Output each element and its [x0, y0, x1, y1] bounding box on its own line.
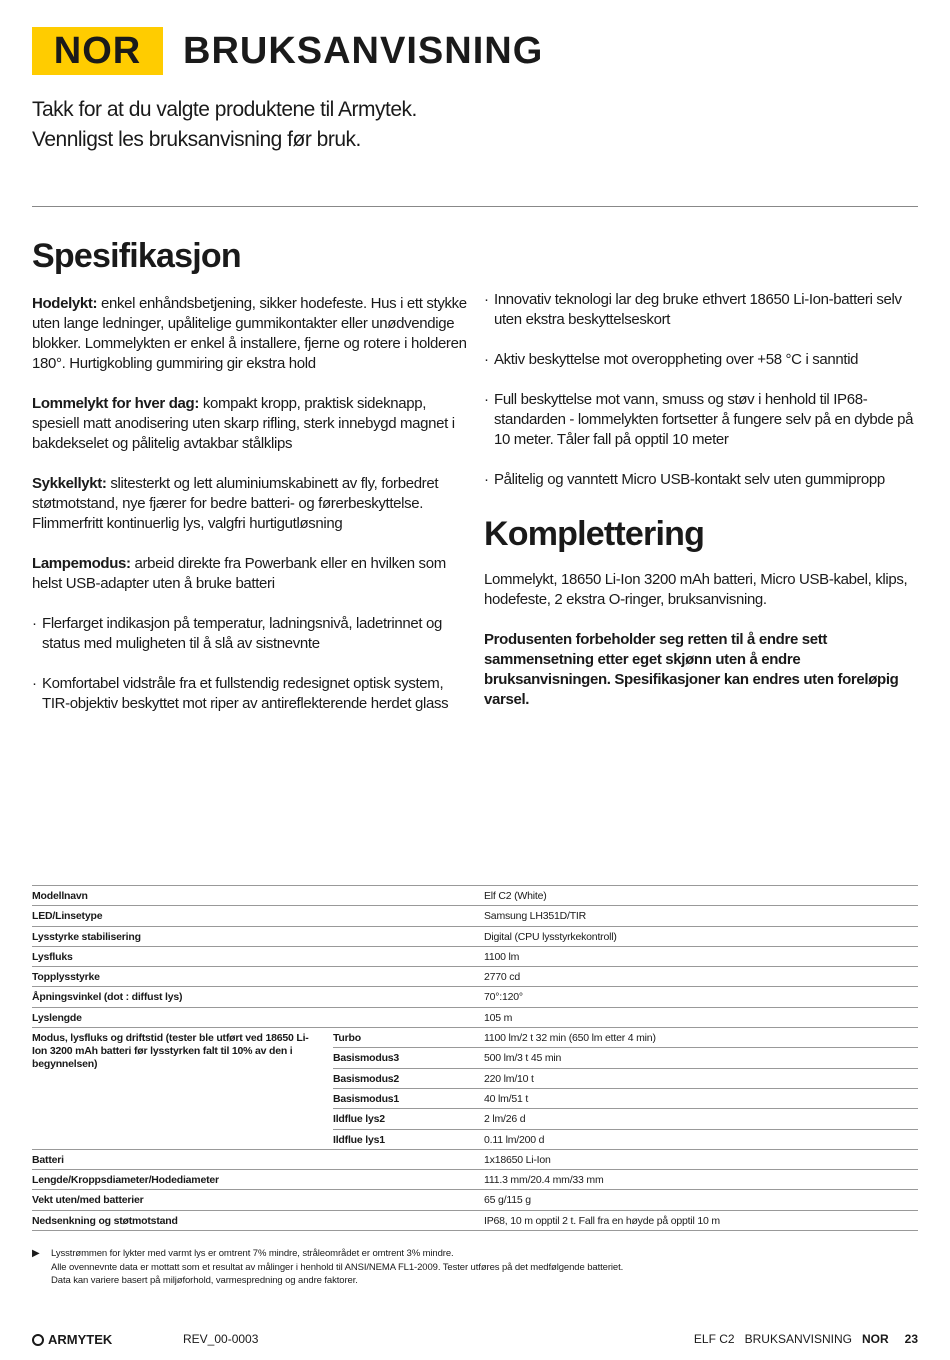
- footer-right: [694, 1332, 918, 1346]
- row-label: Lengde/Kroppsdiameter/Hodediameter: [32, 1170, 484, 1190]
- mode-value: 40 lm/51 t: [484, 1088, 918, 1108]
- table-row: [32, 1190, 918, 1210]
- mode-name: Basismodus3: [333, 1048, 484, 1068]
- row-value: 1x18650 Li-Ion: [484, 1149, 918, 1169]
- bullet-item: · Aktiv beskyttelse mot overoppheting over +58 °C i sanntid: [484, 350, 920, 370]
- mode-name: Turbo: [333, 1028, 484, 1048]
- spec-paragraph: [32, 394, 468, 454]
- table-row: [32, 926, 918, 946]
- spec-paragraph: [32, 474, 468, 534]
- row-value: 70°:120°: [484, 987, 918, 1007]
- bullet-item: · Flerfarget indikasjon på temperatur, ladningsnivå, ladetrinnet og status med muligheten til å slå av sistnevnte: [32, 614, 468, 654]
- logo-text: ARMYTEK: [48, 1332, 113, 1347]
- revision: REV_00-0003: [183, 1332, 259, 1346]
- table-row: [32, 987, 918, 1007]
- row-value: IP68, 10 m opptil 2 t. Fall fra en høyde på opptil 10 m: [484, 1210, 918, 1230]
- divider: [32, 206, 918, 207]
- bullet-item: · Komfortabel vidstråle fra et fullstendig redesignet optisk system, TIR-objektiv beskyttet mot riper av antireflekterende herdet glass: [32, 674, 468, 714]
- row-value: 105 m: [484, 1007, 918, 1027]
- mode-value: 1100 lm/2 t 32 min (650 lm etter 4 min): [484, 1028, 918, 1048]
- row-label: Batteri: [32, 1149, 484, 1169]
- modes-label: Modus, lysfluks og driftstid (tester ble utført ved 18650 Li-Ion 3200 mAh batteri før lysstyrken falt til 10% av den i begynnelsen): [32, 1028, 333, 1150]
- row-value: Elf C2 (White): [484, 886, 918, 906]
- row-label: Lyslengde: [32, 1007, 484, 1027]
- mode-value: 2 lm/26 d: [484, 1109, 918, 1129]
- row-label: Lysfluks: [32, 946, 484, 966]
- para-text: kompakt kropp, praktisk sideknapp, spesiell matt anodisering uten skarp rifling, sterk innebygd magnet i bakdekselet og pålitelig avtakbar stålklips: [32, 395, 455, 452]
- table-row: [32, 906, 918, 926]
- document-title: BRUKSANVISNING: [183, 30, 544, 72]
- spec-paragraph: [32, 294, 468, 374]
- table-row-mode: [32, 1028, 918, 1048]
- kit-notice: Produsenten forbeholder seg retten til å endre sett sammensetning etter eget skjønn uten å endre bruksanvisningen. Spesifikasjoner kan endres uten foreløpig varsel.: [484, 631, 899, 708]
- row-value: 2770 cd: [484, 967, 918, 987]
- table-row: [32, 1007, 918, 1027]
- mode-name: Ildflue lys2: [333, 1109, 484, 1129]
- footer-doc: BRUKSANVISNING: [744, 1332, 852, 1346]
- mode-name: Basismodus1: [333, 1088, 484, 1108]
- row-label: Lysstyrke stabilisering: [32, 926, 484, 946]
- spec-heading: Spesifikasjon: [32, 237, 241, 275]
- bullet-item: · Innovativ teknologi lar deg bruke ethvert 18650 Li-Ion-batteri selv uten ekstra beskyttelseskort: [484, 290, 920, 330]
- para-text: slitesterkt og lett aluminiumskabinett av fly, forbedret støtmotstand, nye fjærer for bedre batteri- og førerbeskyttelse. Flimmerfritt kontinuerlig lys, valgfri hurtigutløsning: [32, 475, 439, 532]
- table-row: [32, 1210, 918, 1230]
- row-label: Vekt uten/med batterier: [32, 1190, 484, 1210]
- table-row: [32, 1149, 918, 1169]
- para-text: enkel enhåndsbetjening, sikker hodefeste. Hus i ett stykke uten lange ledninger, upålitelige gummikontakter eller unødvendige blokker. Lommelykten er enkel å installere, fjerne og rotere i holderen 180°. Hurtigkobling gummiring gir ekstra hold: [32, 295, 467, 372]
- footnote: Alle ovennevnte data er mottatt som et resultat av målinger i henhold til ANSI/NEMA FL1-2009. Tester utføres på det medfølgende batteriet.: [51, 1261, 624, 1273]
- mode-value: 220 lm/10 t: [484, 1068, 918, 1088]
- spec-column-left: [32, 236, 468, 734]
- page-number: 23: [904, 1332, 918, 1346]
- row-label: Åpningsvinkel (dot : diffust lys): [32, 987, 484, 1007]
- footer-lang: NOR: [861, 1332, 889, 1346]
- spec-paragraph: [32, 554, 468, 594]
- intro-line: Vennligst les bruksanvisning før bruk.: [32, 128, 361, 151]
- kit-text: Lommelykt, 18650 Li-Ion 3200 mAh batteri, Micro USB-kabel, klips, hodefeste, 2 ekstra O-ringer, bruksanvisning.: [484, 571, 908, 608]
- table-row: [32, 967, 918, 987]
- row-label: Nedsenkning og støtmotstand: [32, 1210, 484, 1230]
- kit-heading: Komplettering: [484, 515, 705, 553]
- spec-column-right: [484, 290, 920, 730]
- intro-line: Takk for at du valgte produktene til Armytek.: [32, 98, 417, 121]
- para-lead: Lommelykt for hver dag:: [32, 395, 199, 412]
- page-footer: [32, 1332, 918, 1348]
- para-lead: Sykkellykt:: [32, 475, 107, 492]
- mode-value: 500 lm/3 t 45 min: [484, 1048, 918, 1068]
- row-value: Samsung LH351D/TIR: [484, 906, 918, 926]
- intro-text: [32, 95, 417, 155]
- para-lead: Lampemodus:: [32, 555, 131, 572]
- table-row: [32, 946, 918, 966]
- footer-model: ELF C2: [693, 1332, 735, 1346]
- table-row: [32, 886, 918, 906]
- spec-table: [32, 885, 918, 1231]
- triangle-icon: ▶: [32, 1248, 40, 1259]
- mode-name: Basismodus2: [333, 1068, 484, 1088]
- row-value: 1100 lm: [484, 946, 918, 966]
- row-label: Modellnavn: [32, 886, 484, 906]
- footnote: Data kan variere basert på miljøforhold, varmespredning og andre faktorer.: [51, 1275, 358, 1286]
- row-value: 65 g/115 g: [484, 1190, 918, 1210]
- bullet-item: · Full beskyttelse mot vann, smuss og støv i henhold til IP68-standarden - lommelykten fortsetter å fungere selv på en dybde på 10 meter. Tåler fall på opptil 10 meter: [484, 390, 920, 450]
- table-row: [32, 1170, 918, 1190]
- logo-ring-icon: [32, 1334, 44, 1346]
- para-lead: Hodelykt:: [32, 295, 98, 312]
- mode-name: Ildflue lys1: [333, 1129, 484, 1149]
- footnote: Lysstrømmen for lykter med varmt lys er omtrent 7% mindre, stråleområdet er omtrent 3% mindre.: [51, 1248, 454, 1259]
- para-text: arbeid direkte fra Powerbank eller en hvilken som helst USB-adapter uten å bruke batteri: [32, 555, 446, 592]
- language-badge: NOR: [32, 27, 163, 75]
- row-label: Topplysstyrke: [32, 967, 484, 987]
- row-label: LED/Linsetype: [32, 906, 484, 926]
- mode-value: 0.11 lm/200 d: [484, 1129, 918, 1149]
- row-value: Digital (CPU lysstyrkekontroll): [484, 926, 918, 946]
- row-value: 111.3 mm/20.4 mm/33 mm: [484, 1170, 918, 1190]
- footnotes: [32, 1247, 623, 1288]
- bullet-item: · Pålitelig og vanntett Micro USB-kontakt selv uten gummipropp: [484, 470, 920, 490]
- armytek-logo: [32, 1332, 112, 1347]
